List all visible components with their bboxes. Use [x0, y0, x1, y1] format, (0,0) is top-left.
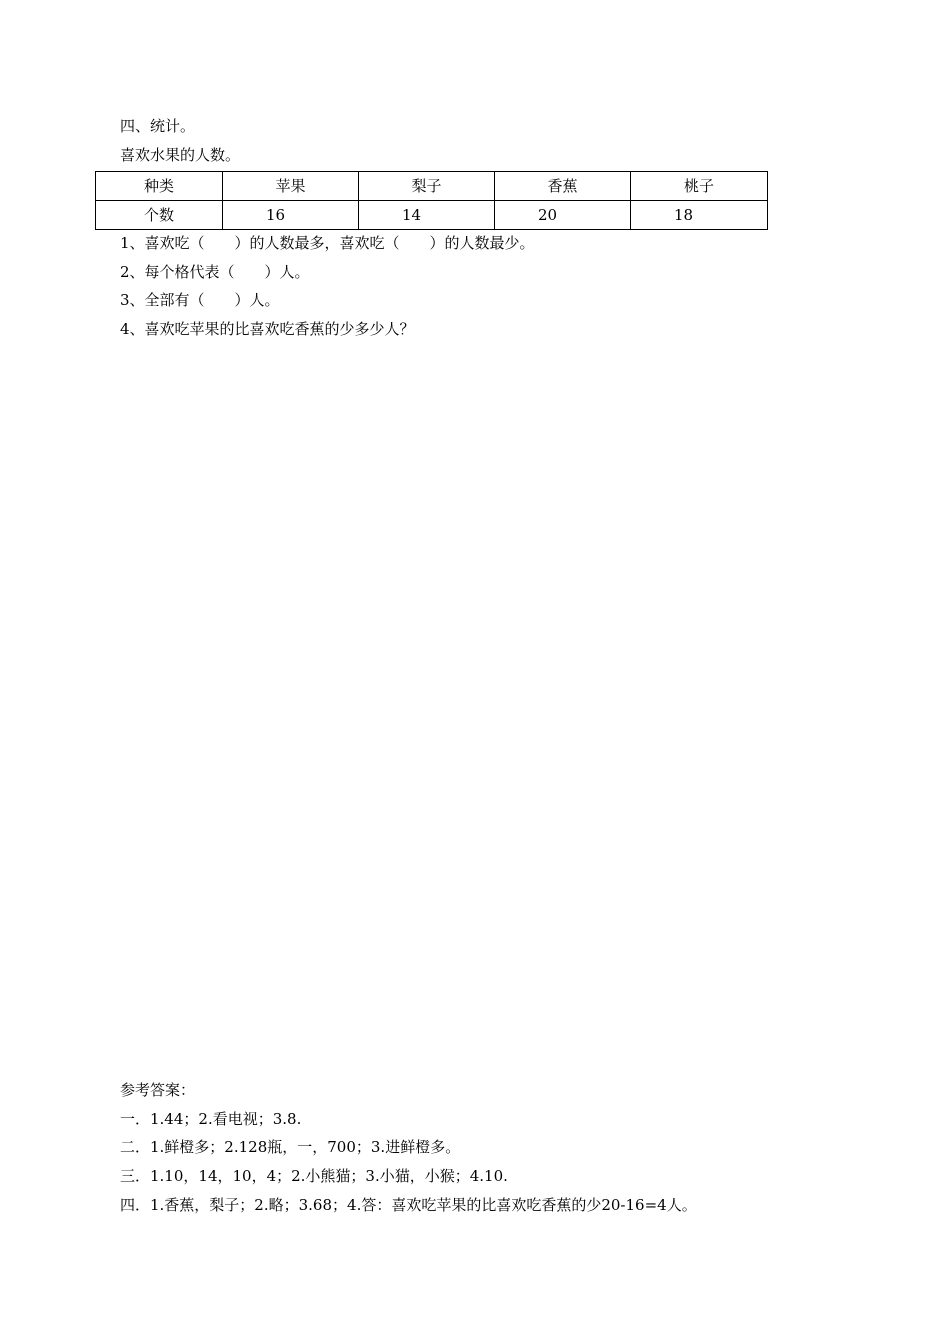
- answer-line-3: 三．1.10，14，10，4；2.小熊猫；3.小猫，小猴；4.10.: [120, 1167, 508, 1185]
- header-banana: 香蕉: [495, 172, 631, 201]
- header-pear: 梨子: [359, 172, 495, 201]
- question-2: 2、每个格代表（ ）人。: [120, 263, 310, 281]
- table-values-row: [96, 201, 768, 230]
- row-label-count: 个数: [96, 201, 223, 230]
- question-3: 3、全部有（ ）人。: [120, 291, 280, 309]
- table-header-row: [96, 172, 768, 201]
- answer-line-4: 四．1.香蕉，梨子；2.略；3.68；4.答：喜欢吃苹果的比喜欢吃香蕉的少20-16=4人。: [120, 1196, 697, 1214]
- value-apple: 16: [223, 201, 359, 230]
- answer-line-2: 二．1.鲜橙多；2.128瓶，一，700；3.进鲜橙多。: [120, 1138, 461, 1156]
- header-apple: 苹果: [223, 172, 359, 201]
- question-4: 4、喜欢吃苹果的比喜欢吃香蕉的少多少人？: [120, 320, 415, 338]
- question-1: 1、喜欢吃（ ）的人数最多，喜欢吃（ ）的人数最少。: [120, 234, 535, 252]
- header-peach: 桃子: [631, 172, 768, 201]
- section-title: 四、统计。: [120, 117, 196, 135]
- fruit-stats-table: [95, 171, 768, 230]
- answers-title: 参考答案：: [120, 1081, 196, 1099]
- table-caption: 喜欢水果的人数。: [120, 146, 241, 164]
- row-label-type: 种类: [96, 172, 223, 201]
- value-pear: 14: [359, 201, 495, 230]
- value-peach: 18: [631, 201, 768, 230]
- answer-line-1: 一．1.44；2.看电视；3.8.: [120, 1110, 302, 1128]
- value-banana: 20: [495, 201, 631, 230]
